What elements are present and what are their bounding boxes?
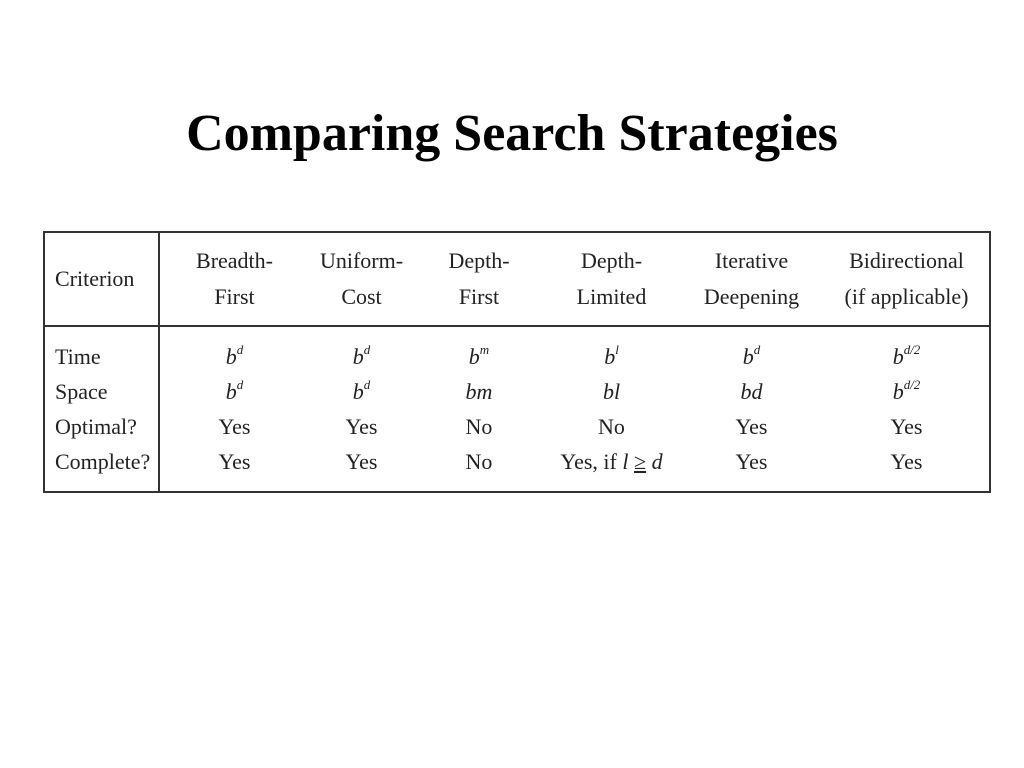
row-label-complete: Complete? [44,444,159,492]
cell-space-uniform-cost: $b^d$ [352,376,371,404]
table-row-time [44,326,990,374]
cell-space-depth-limited: bl [602,378,621,404]
cell-optimal-depth-first: No [465,413,493,439]
cell-space-bidirectional: $b^{d/2}$ [824,374,990,409]
cell-space-iterative-deepening: bd [740,378,763,404]
header-depth-limited: Depth- Limited [544,232,679,326]
cell-optimal-iterative-deepening: Yes [735,413,768,439]
row-label-time: Time [44,326,159,374]
row-label-space: Space [44,374,159,409]
cell-optimal-depth-limited: No [598,413,625,439]
header-uniform-cost: Uniform- Cost [309,232,414,326]
cell-complete-bidirectional: Yes [824,444,990,492]
header-breadth-first: Breadth- First [159,232,309,326]
cell-complete-depth-limited: Yes, if l ≥ d [544,444,679,492]
header-iterative-deepening: Iterative Deepening [679,232,824,326]
cell-complete-uniform-cost: Yes [309,444,414,492]
row-label-optimal: Optimal? [44,409,159,444]
cell-space-breadth-first: $b^d$ [225,376,244,404]
cell-complete-depth-first: No [414,444,544,492]
cell-time-iterative-deepening: $b^d$ [742,341,761,369]
header-criterion: Criterion [44,232,159,326]
cell-time-bidirectional: $b^{d/2}$ [824,326,990,374]
cell-optimal-bidirectional: Yes [824,409,990,444]
header-bidirectional: Bidirectional (if applicable) [824,232,990,326]
table-row-optimal [44,409,990,444]
cell-space-depth-first: bm [465,378,493,404]
search-strategies-table [43,231,991,493]
cell-time-depth-first: $b^m$ [468,341,490,369]
header-depth-first: Depth- First [414,232,544,326]
cell-time-depth-limited: $b^l$ [604,341,619,369]
cell-time-breadth-first: $b^d$ [225,341,244,369]
cell-complete-breadth-first: Yes [159,444,309,492]
table-row-space [44,374,990,409]
cell-complete-iterative-deepening: Yes [679,444,824,492]
slide-title: Comparing Search Strategies [186,105,838,162]
table-header-row [44,232,990,326]
table-row-complete [44,444,990,492]
cell-optimal-uniform-cost: Yes [345,413,378,439]
cell-optimal-breadth-first: Yes [218,413,251,439]
cell-time-uniform-cost: $b^d$ [352,341,371,369]
